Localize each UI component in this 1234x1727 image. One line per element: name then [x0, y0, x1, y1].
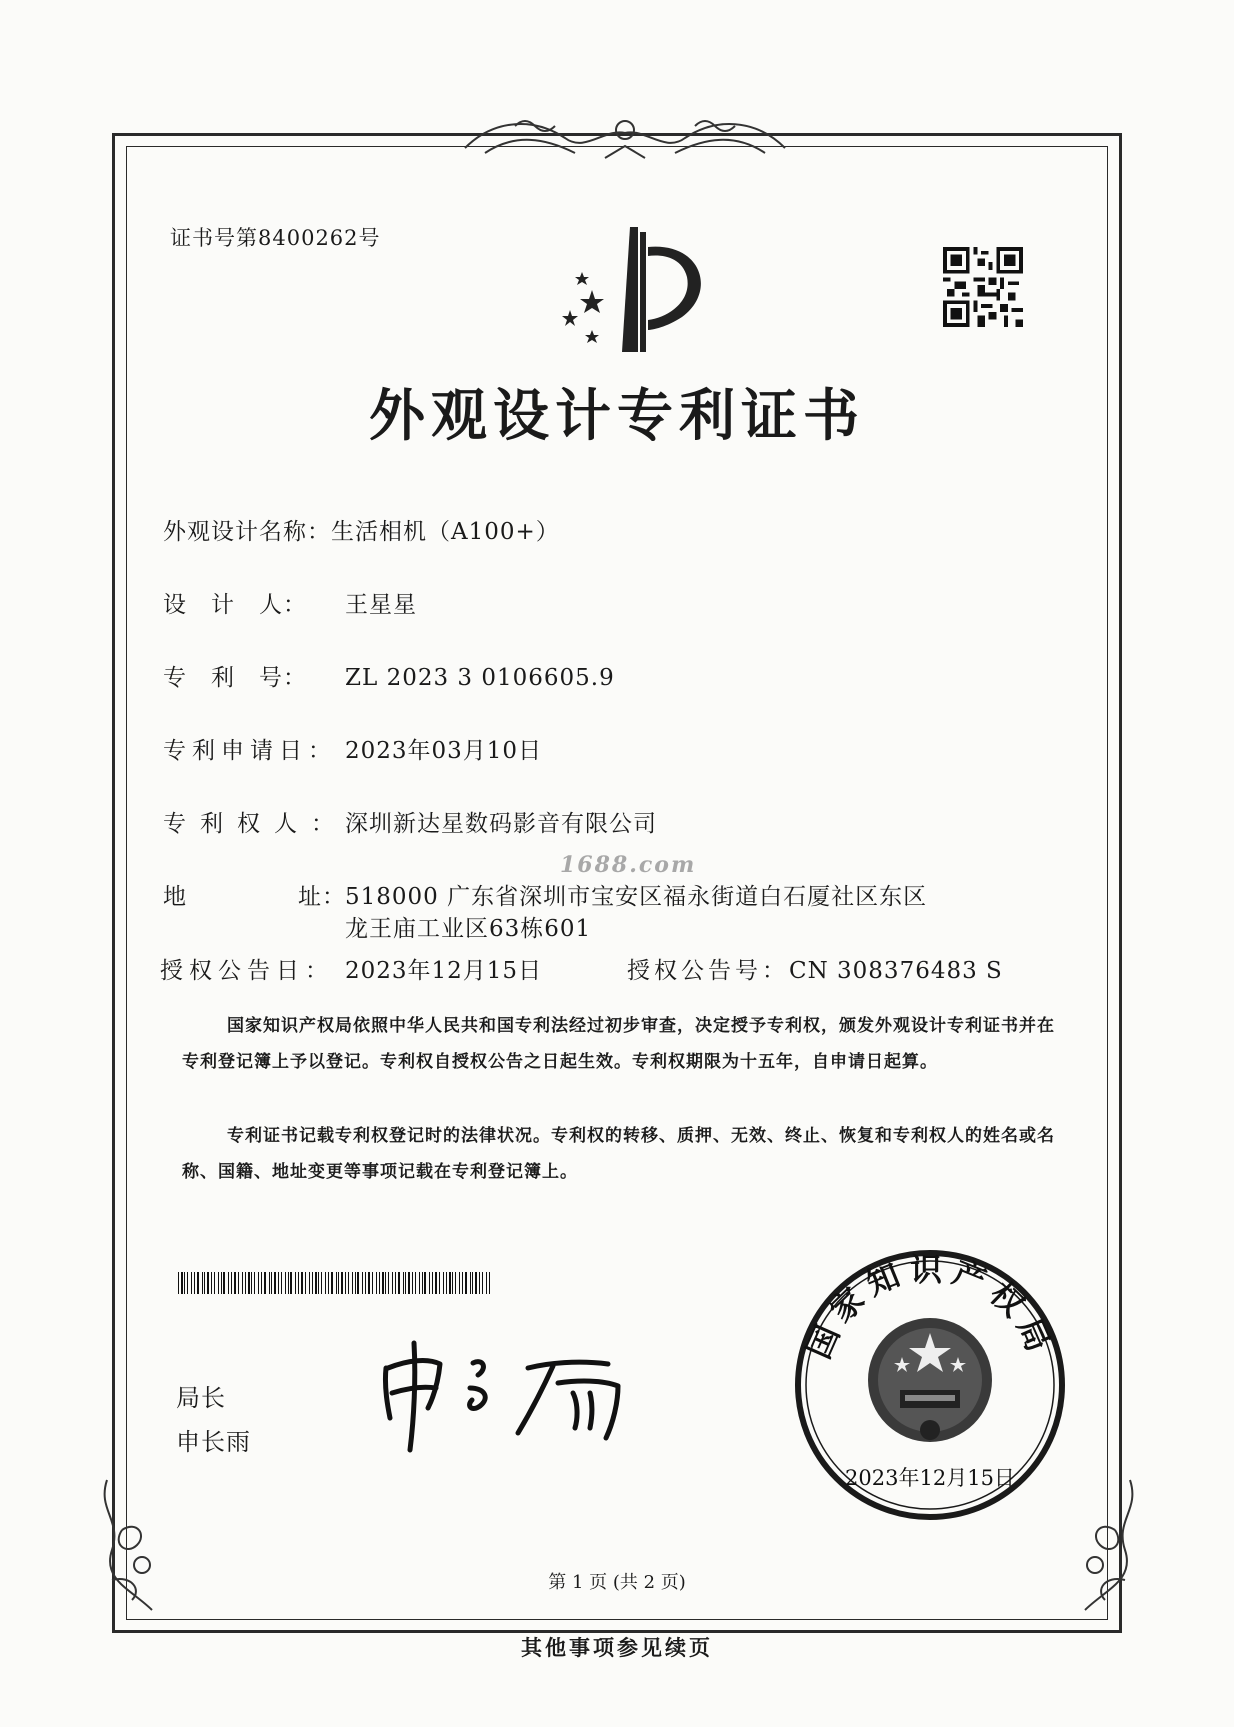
- address-label-end: 址：: [298, 884, 346, 910]
- design-name-row: [163, 513, 560, 546]
- national-emblem-icon: [868, 1318, 992, 1442]
- patent-number-row: [163, 659, 615, 692]
- signatory-title: 局长: [176, 1384, 226, 1412]
- grant-date-value: 2023年12月15日: [345, 958, 543, 984]
- filing-date-row: [163, 732, 542, 765]
- grant-number-label: 授权公告号：: [627, 958, 789, 984]
- grant-number-row: [627, 952, 1003, 985]
- handwritten-signature: [378, 1338, 648, 1453]
- certificate-title: 外观设计专利证书: [369, 383, 865, 449]
- designer-row: [163, 586, 417, 619]
- page-number: 第 1 页 (共 2 页): [548, 1572, 686, 1593]
- patent-number-label: 专 利 号：: [163, 665, 307, 691]
- patentee-label: 专利权人：: [163, 811, 348, 837]
- top-ornament: [455, 108, 795, 168]
- grant-date-row: [160, 952, 542, 985]
- official-seal: [790, 1245, 1070, 1525]
- patentee-row: [163, 805, 657, 838]
- patentee-value: 深圳新达星数码影音有限公司: [345, 811, 657, 837]
- address-label-start: 地: [163, 884, 187, 910]
- watermark: 1688.com: [560, 852, 697, 878]
- design-name-value: 生活相机（A100+）: [331, 519, 560, 545]
- address-line-1: 518000 广东省深圳市宝安区福永街道白石厦社区东区: [345, 884, 928, 910]
- certificate-number: 证书号第8400262号: [170, 226, 381, 250]
- seal-date: 2023年12月15日: [845, 1466, 1015, 1490]
- filing-date-label: 专利申请日：: [163, 738, 337, 764]
- grant-number-value: CN 308376483 S: [789, 958, 1003, 984]
- seal-text: 国家知识产权局: [799, 1250, 1061, 1365]
- qr-code: [943, 247, 1023, 327]
- barcode: [178, 1272, 493, 1294]
- grant-date-label: 授权公告日：: [160, 958, 334, 984]
- footer-note: 其他事项参见续页: [521, 1635, 713, 1660]
- address-line-2: 龙王庙工业区63栋601: [345, 916, 592, 942]
- designer-value: 王星星: [345, 592, 417, 618]
- patent-number-value: ZL 2023 3 0106605.9: [345, 665, 615, 691]
- designer-label: 设 计 人：: [163, 592, 307, 618]
- patent-office-emblem: [542, 222, 717, 357]
- body-paragraph-2: 专利证书记载专利权登记时的法律状况。专利权的转移、质押、无效、终止、恢复和专利权人的姓名或名称、国籍、地址变更等事项记载在专利登记簿上。: [182, 1126, 1055, 1182]
- filing-date-value: 2023年03月10日: [345, 738, 543, 764]
- signatory-name: 申长雨: [176, 1428, 251, 1456]
- corner-ornament-left: [92, 1470, 192, 1620]
- design-name-label: 外观设计名称：: [163, 519, 331, 545]
- body-paragraph-1: 国家知识产权局依照中华人民共和国专利法经过初步审查，决定授予专利权，颁发外观设计专利证书并在专利登记簿上予以登记。专利权自授权公告之日起生效。专利权期限为十五年，自申请日起算。: [182, 1016, 1055, 1072]
